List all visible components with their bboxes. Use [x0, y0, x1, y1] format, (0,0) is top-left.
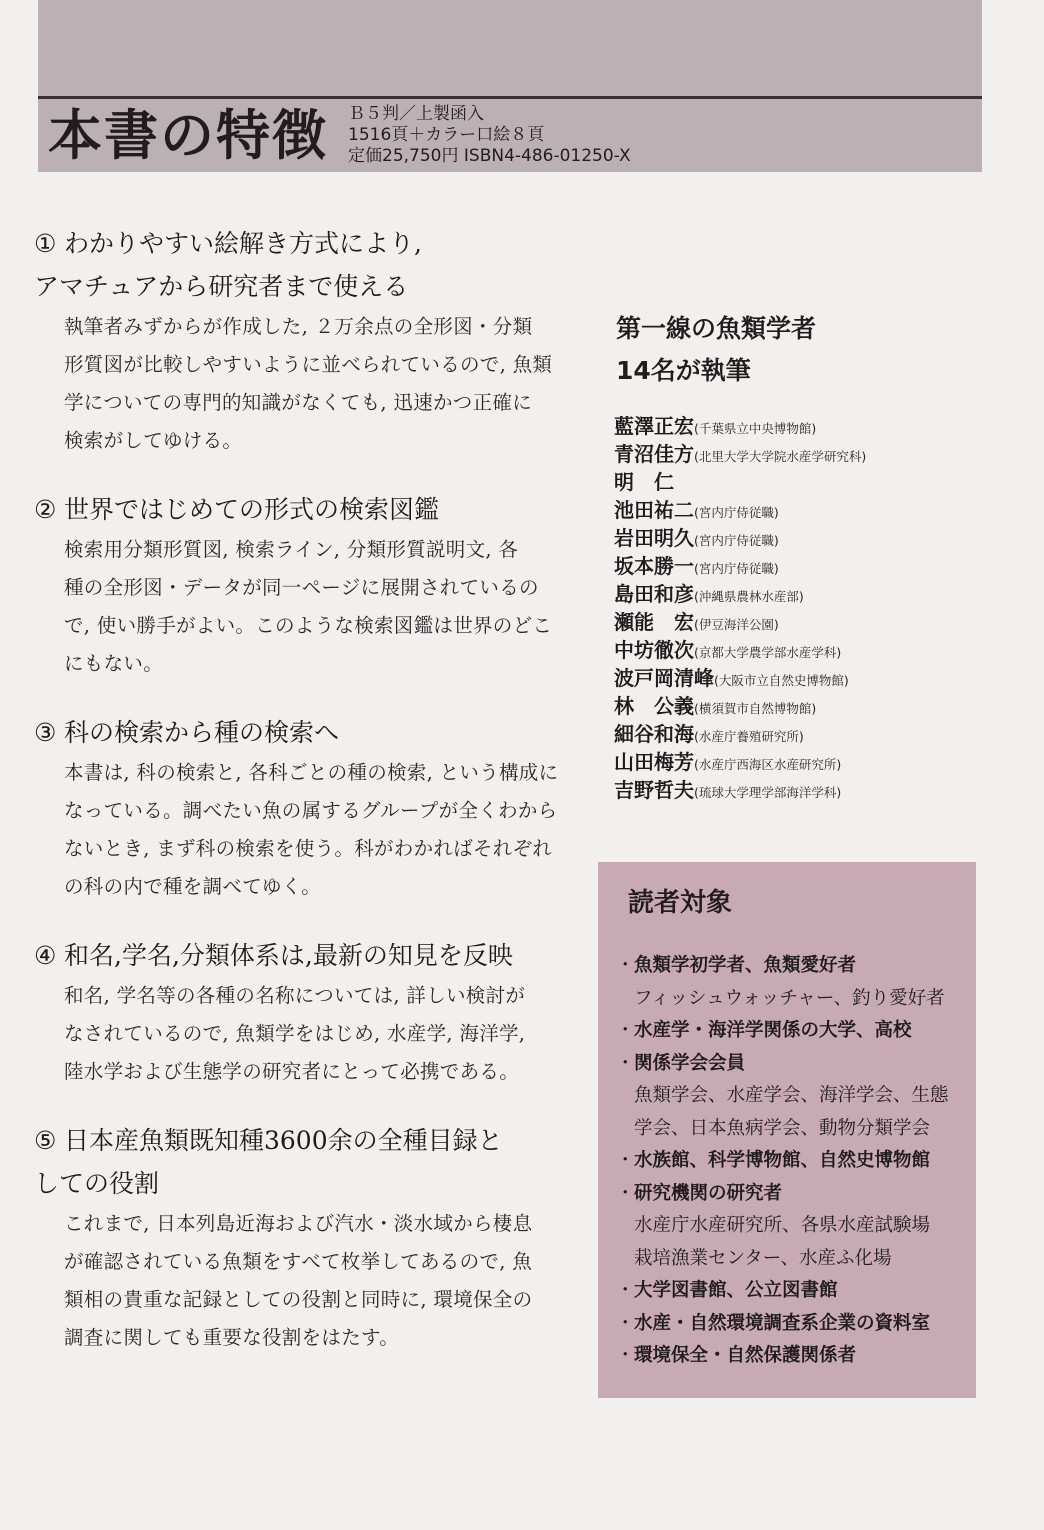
- author-affiliation: (伊豆海洋公園): [694, 617, 779, 632]
- feature-body: [34, 1205, 594, 1357]
- author-affiliation: (琉球大学理学部海洋学科): [694, 785, 842, 800]
- author-item: [614, 774, 994, 802]
- feature-body-line: なされているので, 魚類学をはじめ, 水産学, 海洋学,: [64, 1022, 526, 1045]
- author-item: [614, 662, 994, 690]
- reader-main: 魚類学初学者、魚類愛好者: [634, 955, 857, 976]
- reader-item: [616, 950, 972, 1015]
- bullet-icon: ・: [616, 1345, 635, 1366]
- spec-line: Ｂ５判／上製函入: [348, 104, 484, 124]
- author-affiliation: (北里大学大学院水産学研究科): [694, 449, 867, 464]
- feature-body-line: 種の全形図・データが同一ページに展開されているの: [64, 576, 539, 599]
- author-item: [614, 410, 994, 438]
- feature-body-line: 本書は, 科の検索と, 各科ごとの種の検索, という構成に: [64, 761, 559, 784]
- reader-item: [616, 1275, 972, 1308]
- feature-body-line: が確認されている魚類をすべて枚挙してあるので, 魚: [64, 1250, 533, 1273]
- author-affiliation: (水産庁養殖研究所): [694, 729, 804, 744]
- feature-heading-line: しての役割: [34, 1169, 160, 1198]
- authors-heading: [616, 308, 816, 392]
- author-item: [614, 690, 994, 718]
- feature-heading: [34, 488, 594, 531]
- header-rule: [38, 96, 982, 99]
- author-name: 明 仁: [614, 470, 674, 494]
- author-affiliation: (水産庁西海区水産研究所): [694, 757, 842, 772]
- reader-item: [616, 1308, 972, 1341]
- feature-body-line: これまで, 日本列島近海および汽水・淡水域から棲息: [64, 1212, 533, 1235]
- feature-heading-line: 世界ではじめての形式の検索図鑑: [64, 495, 440, 524]
- author-item: [614, 550, 994, 578]
- author-affiliation: (千葉県立中央博物館): [694, 421, 817, 436]
- bullet-icon: ・: [616, 955, 635, 976]
- bullet-icon: ・: [616, 1020, 635, 1041]
- feature-heading: [34, 1119, 594, 1162]
- feature-body-line: 類相の貴重な記録としての役割と同時に, 環境保全の: [64, 1288, 533, 1311]
- reader-item: [616, 1145, 972, 1178]
- author-affiliation: (大阪市立自然史博物館): [714, 673, 849, 688]
- feature-body-line: ないとき, まず科の検索を使う。科がわかればそれぞれ: [64, 837, 553, 860]
- author-name: 波戸岡清峰: [614, 666, 714, 690]
- feature-body-line: 学についての専門的知識がなくても, 迅速かつ正確に: [64, 391, 533, 414]
- feature-number: ③: [34, 718, 57, 747]
- feature-heading-line: 日本産魚類既知種3600余の全種目録と: [64, 1126, 503, 1155]
- author-name: 藍澤正宏: [614, 414, 694, 438]
- reader-main: 水産学・海洋学関係の大学、高校: [634, 1020, 912, 1041]
- author-name: 瀬能 宏: [614, 610, 694, 634]
- reader-sub: 水産庁水産研究所、各県水産試験場: [634, 1215, 931, 1236]
- author-item: [614, 494, 994, 522]
- feature-body-line: 検索用分類形質図, 検索ライン, 分類形質説明文, 各: [64, 538, 519, 561]
- reader-main: 環境保全・自然保護関係者: [634, 1345, 857, 1366]
- feature-heading: [34, 711, 594, 754]
- feature-heading: [34, 222, 594, 265]
- feature-body-line: にもない。: [64, 652, 164, 675]
- author-item: [614, 466, 994, 494]
- feature-body-line: 執筆者みずからが作成した, ２万余点の全形図・分類: [64, 315, 533, 338]
- author-affiliation: (横須賀市自然博物館): [694, 701, 817, 716]
- reader-main: 水族館、科学博物館、自然史博物館: [634, 1150, 931, 1171]
- readers-title: 読者対象: [628, 888, 733, 918]
- author-item: [614, 746, 994, 774]
- author-name: 中坊徹次: [614, 638, 694, 662]
- feature-5: [34, 1119, 594, 1357]
- feature-number: ④: [34, 941, 57, 970]
- author-item: [614, 578, 994, 606]
- reader-item: [616, 1015, 972, 1048]
- author-name: 林 公義: [614, 694, 694, 718]
- feature-body: [34, 977, 594, 1091]
- features-list: [34, 222, 594, 1385]
- feature-number: ⑤: [34, 1126, 57, 1155]
- author-name: 島田和彦: [614, 582, 694, 606]
- author-name: 青沼佳方: [614, 442, 694, 466]
- authors-list: [614, 410, 994, 802]
- authors-heading-line: 14名が執筆: [616, 356, 751, 385]
- feature-body: [34, 531, 594, 683]
- feature-1: [34, 222, 594, 460]
- feature-heading-line: アマチュアから研究者まで使える: [34, 272, 409, 301]
- feature-heading-line: わかりやすい絵解き方式により,: [64, 229, 422, 258]
- readers-box: [598, 862, 976, 1398]
- reader-sub: 学会、日本魚病学会、動物分類学会: [634, 1117, 931, 1139]
- bullet-icon: ・: [616, 1312, 635, 1334]
- feature-number: ②: [34, 495, 57, 524]
- feature-4: [34, 934, 594, 1091]
- feature-body: [34, 754, 594, 906]
- reader-sub: 魚類学会、水産学会、海洋学会、生態: [634, 1085, 949, 1106]
- feature-body-line: 形質図が比較しやすいように並べられているので, 魚類: [64, 353, 553, 376]
- spec-line: 1516頁＋カラー口絵８頁: [348, 125, 545, 145]
- author-name: 吉野哲夫: [614, 778, 694, 802]
- author-affiliation: (沖縄県農林水産部): [694, 589, 804, 604]
- reader-main: 関係学会会員: [634, 1052, 746, 1074]
- readers-list: [616, 950, 972, 1373]
- feature-number: ①: [34, 229, 57, 258]
- spec-line: 定価25,750円 ISBN4-486-01250-X: [348, 146, 631, 166]
- feature-body-line: 調査に関しても重要な役割をはたす。: [64, 1326, 400, 1349]
- bullet-icon: ・: [616, 1280, 635, 1301]
- author-affiliation: (宮内庁侍従職): [694, 505, 779, 520]
- author-name: 坂本勝一: [614, 554, 694, 578]
- feature-body: [34, 308, 594, 460]
- feature-2: [34, 488, 594, 683]
- author-item: [614, 438, 994, 466]
- reader-main: 研究機関の研究者: [634, 1182, 783, 1204]
- feature-body-line: の科の内で種を調べてゆく。: [64, 875, 322, 898]
- feature-body-line: 検索がしてゆける。: [64, 429, 243, 452]
- author-item: [614, 522, 994, 550]
- feature-body-line: なっている。調べたい魚の属するグループが全くわから: [64, 799, 558, 822]
- author-name: 岩田明久: [614, 526, 694, 550]
- feature-heading-line: 科の検索から種の検索へ: [64, 718, 340, 747]
- author-affiliation: (京都大学農学部水産学科): [694, 645, 842, 660]
- author-item: [614, 606, 994, 634]
- author-affiliation: (宮内庁侍従職): [694, 561, 779, 576]
- page-title: 本書の特徴: [48, 104, 328, 167]
- author-item: [614, 634, 994, 662]
- reader-item: [616, 1048, 972, 1146]
- author-name: 池田祐二: [614, 498, 694, 522]
- book-spec: [348, 104, 631, 167]
- bullet-icon: ・: [616, 1150, 635, 1171]
- feature-body-line: 陸水学および生態学の研究者にとって必携である。: [64, 1060, 520, 1083]
- feature-3: [34, 711, 594, 906]
- reader-main: 水産・自然環境調査系企業の資料室: [634, 1312, 931, 1334]
- bullet-icon: ・: [616, 1052, 635, 1074]
- author-name: 山田梅芳: [614, 750, 694, 774]
- feature-body-line: 和名, 学名等の各種の名称については, 詳しい検討が: [64, 984, 526, 1007]
- feature-heading-line: 和名,学名,分類体系は,最新の知見を反映: [64, 941, 513, 970]
- author-item: [614, 718, 994, 746]
- reader-main: 大学図書館、公立図書館: [634, 1280, 838, 1301]
- reader-sub: フィッシュウォッチャー、釣り愛好者: [634, 987, 945, 1009]
- reader-item: [616, 1340, 972, 1373]
- authors-heading-line: 第一線の魚類学者: [616, 314, 817, 343]
- author-affiliation: (宮内庁侍従職): [694, 533, 779, 548]
- feature-heading: [34, 934, 594, 977]
- bullet-icon: ・: [616, 1182, 635, 1204]
- reader-item: [616, 1178, 972, 1276]
- feature-body-line: で, 使い勝手がよい。このような検索図鑑は世界のどこ: [64, 614, 553, 637]
- reader-sub: 栽培漁業センター、水産ふ化場: [634, 1247, 892, 1269]
- author-name: 細谷和海: [614, 722, 694, 746]
